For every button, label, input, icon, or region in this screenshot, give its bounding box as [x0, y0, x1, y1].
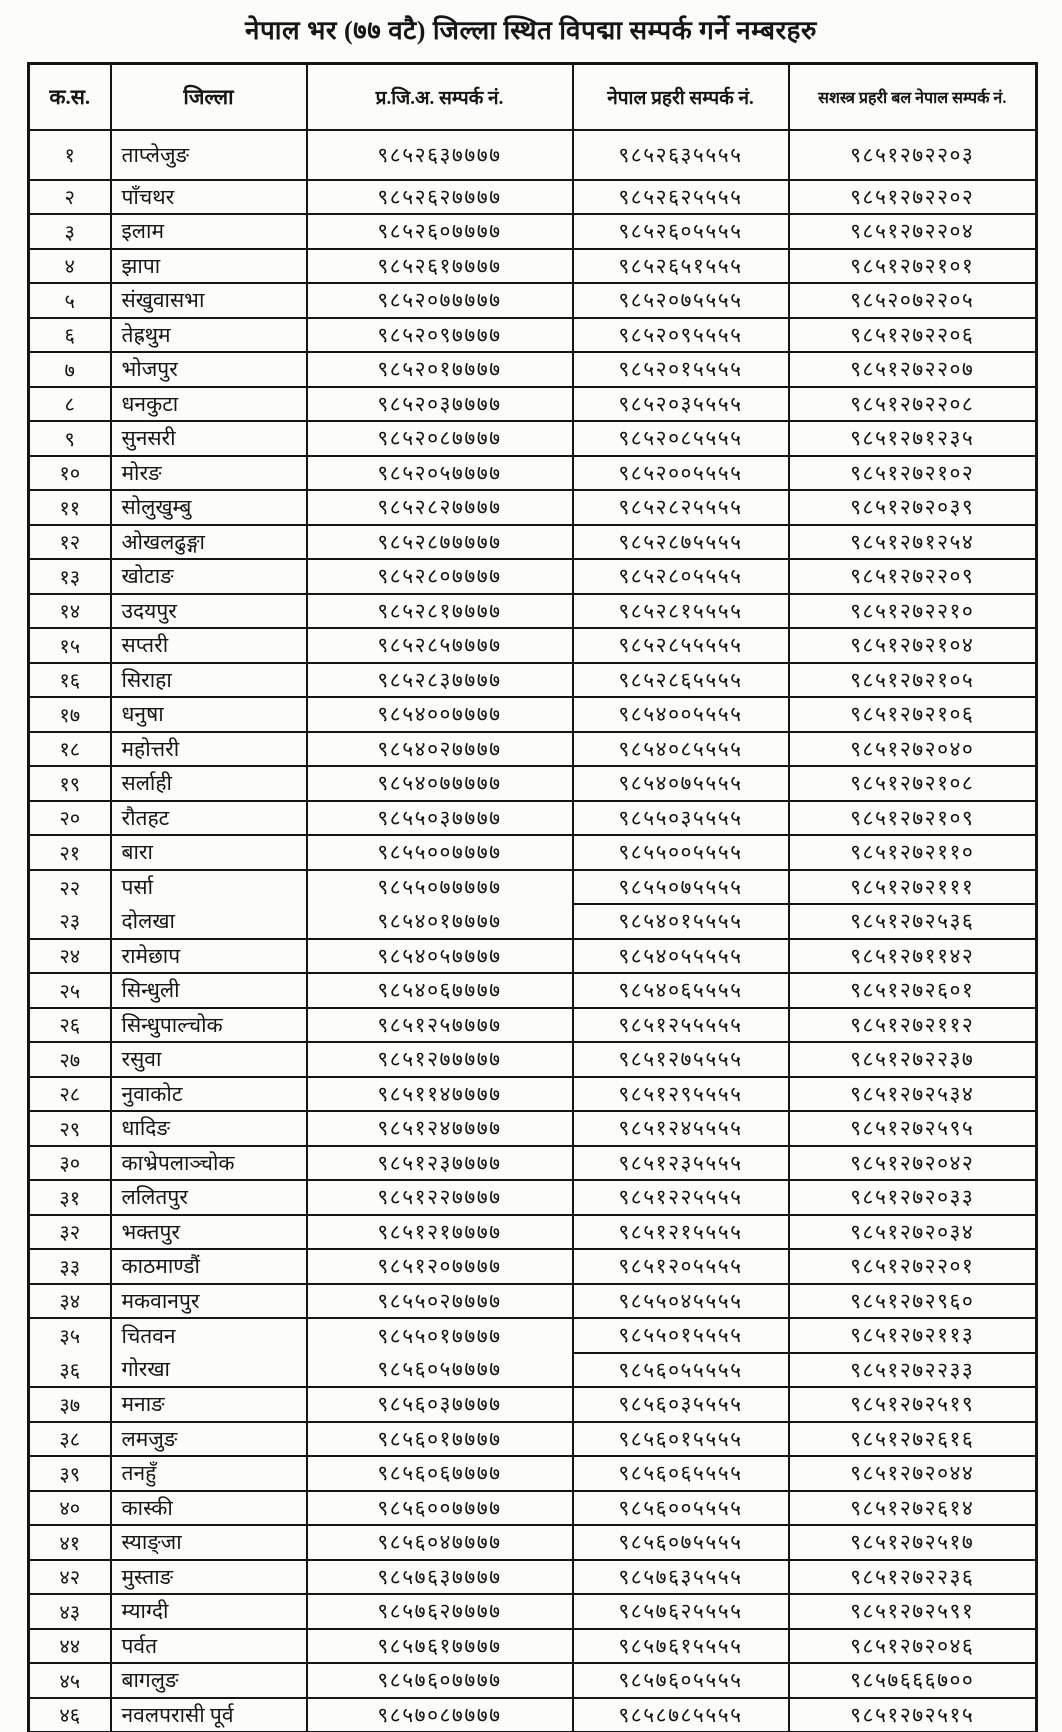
- apf-cell: ९८५१२७२२०६: [789, 318, 1037, 353]
- sn-cell: २३: [29, 904, 111, 939]
- col-header-district: जिल्ला: [111, 64, 307, 130]
- police-cell: ९८५६००५५५५: [573, 1491, 789, 1526]
- district-cell: पर्वत: [111, 1629, 307, 1664]
- apf-cell: ९८५१२७२२३६: [789, 1560, 1037, 1595]
- district-cell: सप्तरी: [111, 628, 307, 663]
- table-row: [29, 1387, 1037, 1422]
- table-row: [29, 766, 1037, 801]
- apf-cell: ९८५१२७१२३५: [789, 421, 1037, 456]
- police-cell: ९८५४०५५५५५: [573, 939, 789, 974]
- police-cell: ९८५१२४५५५५: [573, 1111, 789, 1146]
- police-cell: ९८५४०७५५५५: [573, 766, 789, 801]
- sn-cell: १६: [29, 663, 111, 698]
- district-cell: गोरखा: [111, 1353, 307, 1388]
- cdo-cell: ९८५६०६७७७७: [307, 1456, 573, 1491]
- sn-cell: ६: [29, 318, 111, 353]
- police-cell: ९८५२०७५५५५: [573, 283, 789, 318]
- sn-cell: ४०: [29, 1491, 111, 1526]
- district-cell: स्याङ्जा: [111, 1525, 307, 1560]
- table-row: [29, 1042, 1037, 1077]
- apf-cell: ९८५१२७२०४६: [789, 1629, 1037, 1664]
- district-cell: काठमाण्डौं: [111, 1249, 307, 1284]
- police-cell: ९८५२८२५५५५: [573, 490, 789, 525]
- sn-cell: ४५: [29, 1663, 111, 1698]
- table-row: [29, 559, 1037, 594]
- sn-cell: २८: [29, 1077, 111, 1112]
- cdo-cell: ९८५१२५७७७७: [307, 1008, 573, 1043]
- district-cell: भक्तपुर: [111, 1215, 307, 1250]
- apf-cell: ९८५१२७२०३३: [789, 1180, 1037, 1215]
- table-row: [29, 1146, 1037, 1181]
- police-cell: ९८५१२७५५५५: [573, 1042, 789, 1077]
- police-cell: ९८५५००५५५५: [573, 835, 789, 870]
- cdo-cell: ९८५५०३७७७७: [307, 801, 573, 836]
- cdo-cell: ९८५२०१७७७७: [307, 352, 573, 387]
- col-header-sn: क.स.: [29, 64, 111, 130]
- table-row: [29, 663, 1037, 698]
- cdo-cell: ९८५७६०७७७७: [307, 1663, 573, 1698]
- district-cell: धादिङ: [111, 1111, 307, 1146]
- apf-cell: ९८५१२७११४२: [789, 939, 1037, 974]
- police-cell: ९८५२६०५५५५: [573, 214, 789, 249]
- cdo-cell: ९८५१२७७७७७: [307, 1042, 573, 1077]
- police-cell: ९८५६०१५५५५: [573, 1422, 789, 1457]
- district-cell: तेह्रथुम: [111, 318, 307, 353]
- police-cell: ९८५१२१५५५५: [573, 1215, 789, 1250]
- table-row: [29, 1180, 1037, 1215]
- apf-cell: ९८५१२७२१११: [789, 870, 1037, 905]
- cdo-cell: ९८५७६२७७७७: [307, 1594, 573, 1629]
- sn-cell: ३७: [29, 1387, 111, 1422]
- district-cell: रसुवा: [111, 1042, 307, 1077]
- sn-cell: ३४: [29, 1284, 111, 1319]
- district-cell: बागलुङ: [111, 1663, 307, 1698]
- sn-cell: ५: [29, 283, 111, 318]
- apf-cell: ९८५१२७२११३: [789, 1318, 1037, 1353]
- table-row: [29, 870, 1037, 905]
- district-cell: इलाम: [111, 214, 307, 249]
- sn-cell: १४: [29, 594, 111, 629]
- cdo-cell: ९८५२८७७७७७: [307, 525, 573, 560]
- sn-cell: ८: [29, 387, 111, 422]
- table-row: [29, 801, 1037, 836]
- apf-cell: ९८५१२७२०३९: [789, 490, 1037, 525]
- cdo-cell: ९८५२०३७७७७: [307, 387, 573, 422]
- district-cell: भोजपुर: [111, 352, 307, 387]
- cdo-cell: ९८५२६३७७७७: [307, 130, 573, 180]
- police-cell: ९८५७६२५५५५: [573, 1594, 789, 1629]
- cdo-cell: ९८५२८५७७७७: [307, 628, 573, 663]
- district-cell: ललितपुर: [111, 1180, 307, 1215]
- police-cell: ९८५२६३५५५५: [573, 130, 789, 180]
- sn-cell: १०: [29, 456, 111, 491]
- apf-cell: ९८५१२७२१०४: [789, 628, 1037, 663]
- district-cell: सर्लाही: [111, 766, 307, 801]
- table-row: [29, 1077, 1037, 1112]
- cdo-cell: ९८५४०७७७७७: [307, 766, 573, 801]
- apf-cell: ९८५१२७२२३३: [789, 1353, 1037, 1388]
- district-cell: तनहुँ: [111, 1456, 307, 1491]
- police-cell: ९८५४०१५५५५: [573, 904, 789, 939]
- police-cell: ९८५७६०५५५५: [573, 1663, 789, 1698]
- table-row: [29, 1698, 1037, 1732]
- sn-cell: ३३: [29, 1249, 111, 1284]
- sn-cell: ३८: [29, 1422, 111, 1457]
- table-row: [29, 628, 1037, 663]
- apf-cell: ९८५१२७२२०१: [789, 1249, 1037, 1284]
- police-cell: ९८५१२९५५५५: [573, 1077, 789, 1112]
- police-cell: ९८५२८०५५५५: [573, 559, 789, 594]
- police-cell: ९८५२८७५५५५: [573, 525, 789, 560]
- district-contacts-table: [27, 62, 1038, 1732]
- sn-cell: ३०: [29, 1146, 111, 1181]
- district-cell: मुस्ताङ: [111, 1560, 307, 1595]
- cdo-cell: ९८५२०५७७७७: [307, 456, 573, 491]
- table-row: [29, 249, 1037, 284]
- police-cell: ९८५१२२५५५५: [573, 1180, 789, 1215]
- apf-cell: ९८५१२७२०३४: [789, 1215, 1037, 1250]
- sn-cell: १: [29, 130, 111, 180]
- cdo-cell: ९८५४०५७७७७: [307, 939, 573, 974]
- district-cell: संखुवासभा: [111, 283, 307, 318]
- police-cell: ९८५४००५५५५: [573, 697, 789, 732]
- cdo-cell: ९८५६०१७७७७: [307, 1422, 573, 1457]
- apf-cell: ९८५१२७२५९१: [789, 1594, 1037, 1629]
- apf-cell: ९८५१२७२५३४: [789, 1077, 1037, 1112]
- cdo-cell: ९८५५०२७७७७: [307, 1284, 573, 1319]
- table-row: [29, 1318, 1037, 1353]
- district-cell: म्याग्दी: [111, 1594, 307, 1629]
- sn-cell: २९: [29, 1111, 111, 1146]
- district-cell: दोलखा: [111, 904, 307, 939]
- cdo-cell: ९८५७६१७७७७: [307, 1629, 573, 1664]
- district-cell: मोरङ: [111, 456, 307, 491]
- cdo-cell: ९८५२६१७७७७: [307, 249, 573, 284]
- table-header: [29, 64, 1037, 130]
- apf-cell: ९८५१२७२२०४: [789, 214, 1037, 249]
- cdo-cell: ९८५७६३७७७७: [307, 1560, 573, 1595]
- police-cell: ९८५२६२५५५५: [573, 180, 789, 215]
- apf-cell: ९८५१२७२११२: [789, 1008, 1037, 1043]
- district-cell: चितवन: [111, 1318, 307, 1353]
- district-cell: बारा: [111, 835, 307, 870]
- cdo-cell: ९८५१२१७७७७: [307, 1215, 573, 1250]
- apf-cell: ९८५१२७२१०९: [789, 801, 1037, 836]
- sn-cell: ३९: [29, 1456, 111, 1491]
- sn-cell: १३: [29, 559, 111, 594]
- district-cell: नुवाकोट: [111, 1077, 307, 1112]
- sn-cell: १२: [29, 525, 111, 560]
- table-row: [29, 1353, 1037, 1388]
- police-cell: ९८५२०३५५५५: [573, 387, 789, 422]
- sn-cell: ११: [29, 490, 111, 525]
- police-cell: ९८५५०४५५५५: [573, 1284, 789, 1319]
- district-cell: लमजुङ: [111, 1422, 307, 1457]
- police-cell: ९८५१२३५५५५: [573, 1146, 789, 1181]
- table-row: [29, 973, 1037, 1008]
- table-row: [29, 1215, 1037, 1250]
- police-cell: ९८५२८१५५५५: [573, 594, 789, 629]
- police-cell: ९८५२८५५५५५: [573, 628, 789, 663]
- sn-cell: ४६: [29, 1698, 111, 1732]
- police-cell: ९८५१२५५५५५: [573, 1008, 789, 1043]
- police-cell: ९८५४०८५५५५: [573, 732, 789, 767]
- police-cell: ९८५५०७५५५५: [573, 870, 789, 905]
- police-cell: ९८५७६३५५५५: [573, 1560, 789, 1595]
- apf-cell: ९८५१२७२११०: [789, 835, 1037, 870]
- table-row: [29, 732, 1037, 767]
- document-title: नेपाल भर (७७ वटै) जिल्ला स्थित विपद्मा सम्पर्क गर्ने नम्बरहरु: [245, 16, 817, 45]
- sn-cell: २६: [29, 1008, 111, 1043]
- cdo-cell: ९८५१२४७७७७: [307, 1111, 573, 1146]
- district-cell: खोटाङ: [111, 559, 307, 594]
- police-cell: ९८५२००५५५५: [573, 456, 789, 491]
- cdo-cell: ९८५११४७७७७: [307, 1077, 573, 1112]
- apf-cell: ९८५१२७२५१९: [789, 1387, 1037, 1422]
- police-cell: ९८५५०१५५५५: [573, 1318, 789, 1353]
- col-header-apf: सशस्त्र प्रहरी बल नेपाल सम्पर्क नं.: [789, 64, 1037, 130]
- apf-cell: ९८५१२७२२०३: [789, 130, 1037, 180]
- table-row: [29, 1594, 1037, 1629]
- table-row: [29, 594, 1037, 629]
- table-row: [29, 421, 1037, 456]
- district-cell: पर्सा: [111, 870, 307, 905]
- table-row: [29, 1111, 1037, 1146]
- table-row: [29, 1560, 1037, 1595]
- sn-cell: २७: [29, 1042, 111, 1077]
- sn-cell: ७: [29, 352, 111, 387]
- table-row: [29, 180, 1037, 215]
- sn-cell: ३: [29, 214, 111, 249]
- police-cell: ९८५२०९५५५५: [573, 318, 789, 353]
- district-cell: सुनसरी: [111, 421, 307, 456]
- police-cell: ९८५१२०५५५५: [573, 1249, 789, 1284]
- sn-cell: २५: [29, 973, 111, 1008]
- cdo-cell: ९८५६०३७७७७: [307, 1387, 573, 1422]
- sn-cell: ४२: [29, 1560, 111, 1595]
- cdo-cell: ९८५१२२७७७७: [307, 1180, 573, 1215]
- sn-cell: १८: [29, 732, 111, 767]
- table-row: [29, 1629, 1037, 1664]
- police-cell: ९८५६०५५५५५: [573, 1353, 789, 1388]
- apf-cell: ९८५१२७२०४०: [789, 732, 1037, 767]
- table-row: [29, 490, 1037, 525]
- police-cell: ९८५२८६५५५५: [573, 663, 789, 698]
- table-row: [29, 904, 1037, 939]
- police-cell: ९८५५०३५५५५: [573, 801, 789, 836]
- district-cell: मनाङ: [111, 1387, 307, 1422]
- table-row: [29, 318, 1037, 353]
- cdo-cell: ९८५२८२७७७७: [307, 490, 573, 525]
- sn-cell: २४: [29, 939, 111, 974]
- sn-cell: ४: [29, 249, 111, 284]
- district-cell: झापा: [111, 249, 307, 284]
- police-cell: ९८५८७८५५५५: [573, 1698, 789, 1732]
- cdo-cell: ९८५४०१७७७७: [307, 904, 573, 939]
- district-cell: सोलुखुम्बु: [111, 490, 307, 525]
- table-row: [29, 939, 1037, 974]
- district-cell: कास्की: [111, 1491, 307, 1526]
- district-cell: रौतहट: [111, 801, 307, 836]
- district-cell: मकवानपुर: [111, 1284, 307, 1319]
- cdo-cell: ९८५२६०७७७७: [307, 214, 573, 249]
- table-row: [29, 1422, 1037, 1457]
- police-cell: ९८५६०७५५५५: [573, 1525, 789, 1560]
- table-row: [29, 697, 1037, 732]
- cdo-cell: ९८५२०९७७७७: [307, 318, 573, 353]
- sn-cell: २: [29, 180, 111, 215]
- district-cell: नवलपरासी पूर्व: [111, 1698, 307, 1732]
- apf-cell: ९८५१२७२५९५: [789, 1111, 1037, 1146]
- cdo-cell: ९८५७०८७७७७: [307, 1698, 573, 1732]
- table-row: [29, 456, 1037, 491]
- apf-cell: ९८५१२७२६१४: [789, 1491, 1037, 1526]
- sn-cell: ३५: [59, 1326, 81, 1349]
- police-cell: ९८५२६५१५५५: [573, 249, 789, 284]
- police-cell: ९८५२०८५५५५: [573, 421, 789, 456]
- cdo-cell: ९८५२६२७७७७: [307, 180, 573, 215]
- cdo-cell: ९८५२८१७७७७: [307, 594, 573, 629]
- apf-cell: ९८५१२७२१०८: [789, 766, 1037, 801]
- apf-cell: ९८५१२७२२१०: [789, 594, 1037, 629]
- cdo-cell: ९८५६०५७७७७: [307, 1353, 573, 1388]
- police-cell: ९८५६०६५५५५: [573, 1456, 789, 1491]
- cdo-cell: ९८५१२०७७७७: [307, 1249, 573, 1284]
- col-header-cdo: प्र.जि.अ. सम्पर्क नं.: [307, 64, 573, 130]
- sn-cell: २०: [29, 801, 111, 836]
- district-cell: रामेछाप: [111, 939, 307, 974]
- cdo-cell: ९८५५०१७७७७: [307, 1318, 573, 1353]
- cdo-cell: ९८५५००७७७७: [307, 835, 573, 870]
- sn-cell: २१: [29, 835, 111, 870]
- table-row: [29, 1008, 1037, 1043]
- apf-cell: ९८५१२७२२०९: [789, 559, 1037, 594]
- sn-cell: १७: [29, 697, 111, 732]
- apf-cell: ९८५१२७२५१७: [789, 1525, 1037, 1560]
- table-row: [29, 214, 1037, 249]
- sn-cell: ३१: [29, 1180, 111, 1215]
- sn-cell: ४३: [29, 1594, 111, 1629]
- table-row: [29, 525, 1037, 560]
- cdo-cell: ९८५४०२७७७७: [307, 732, 573, 767]
- table-row: [29, 130, 1037, 180]
- district-cell: काभ्रेपलाञ्चोक: [111, 1146, 307, 1181]
- cdo-cell: ९८५५०७७७७७: [307, 870, 573, 905]
- cdo-cell: ९८५४००७७७७: [307, 697, 573, 732]
- table-body: [29, 130, 1037, 1732]
- apf-cell: ९८५१२७२०४२: [789, 1146, 1037, 1181]
- apf-cell: ९८५१२७२५३६: [789, 904, 1037, 939]
- district-cell: महोत्तरी: [111, 732, 307, 767]
- cdo-cell: ९८५२८०७७७७: [307, 559, 573, 594]
- apf-cell: ९८५१२७२६०१: [789, 973, 1037, 1008]
- sn-cell: ४१: [29, 1525, 111, 1560]
- sn-cell: ९: [29, 421, 111, 456]
- police-cell: ९८५७६१५५५५: [573, 1629, 789, 1664]
- police-cell: ९८५२०१५५५५: [573, 352, 789, 387]
- apf-cell: ९८५१२७२५१५: [789, 1698, 1037, 1732]
- table-row: [29, 1663, 1037, 1698]
- district-cell: ताप्लेजुङ: [111, 130, 307, 180]
- apf-cell: ९८५१२७२९६०: [789, 1284, 1037, 1319]
- apf-cell: ९८५१२७२१०५: [789, 663, 1037, 698]
- district-cell: सिन्धुपाल्चोक: [111, 1008, 307, 1043]
- police-cell: ९८५६०३५५५५: [573, 1387, 789, 1422]
- table-row: [29, 1284, 1037, 1319]
- sn-cell: १९: [29, 766, 111, 801]
- sn-cell: ३६: [29, 1353, 111, 1388]
- cdo-cell: ९८५६००७७७७: [307, 1491, 573, 1526]
- table-row: [29, 283, 1037, 318]
- col-header-police: नेपाल प्रहरी सम्पर्क नं.: [573, 64, 789, 130]
- apf-cell: ९८५७६६६७००: [789, 1663, 1037, 1698]
- sn-cell: १५: [29, 628, 111, 663]
- table-row: [29, 1456, 1037, 1491]
- district-cell: ओखलढुङ्गा: [111, 525, 307, 560]
- apf-cell: ९८५१२७२१०६: [789, 697, 1037, 732]
- cdo-cell: ९८५२०८७७७७: [307, 421, 573, 456]
- police-cell: ९८५४०६५५५५: [573, 973, 789, 1008]
- sn-cell: ४४: [29, 1629, 111, 1664]
- sn-cell: २२: [59, 877, 81, 900]
- district-cell: पाँचथर: [111, 180, 307, 215]
- cdo-cell: ९८५२८३७७७७: [307, 663, 573, 698]
- apf-cell: ९८५१२७२१०१: [789, 249, 1037, 284]
- district-cell: धनकुटा: [111, 387, 307, 422]
- table-row: [29, 387, 1037, 422]
- district-cell: सिन्धुली: [111, 973, 307, 1008]
- apf-cell: ९८५१२७२०४४: [789, 1456, 1037, 1491]
- cdo-cell: ९८५६०४७७७७: [307, 1525, 573, 1560]
- district-cell: उदयपुर: [111, 594, 307, 629]
- apf-cell: ९८५१२७२२३७: [789, 1042, 1037, 1077]
- apf-cell: ९८५१२७२१०२: [789, 456, 1037, 491]
- district-cell: धनुषा: [111, 697, 307, 732]
- cdo-cell: ९८५१२३७७७७: [307, 1146, 573, 1181]
- apf-cell: ९८५१२७२२०८: [789, 387, 1037, 422]
- apf-cell: ९८५१२७२२०२: [789, 180, 1037, 215]
- table-row: [29, 835, 1037, 870]
- apf-cell: ९८५२०७२२०५: [789, 283, 1037, 318]
- cdo-cell: ९८५२०७७७७७: [307, 283, 573, 318]
- table-row: [29, 1249, 1037, 1284]
- cdo-cell: ९८५४०६७७७७: [307, 973, 573, 1008]
- table-row: [29, 1525, 1037, 1560]
- sn-cell: ३२: [29, 1215, 111, 1250]
- apf-cell: ९८५१२७१२५४: [789, 525, 1037, 560]
- apf-cell: ९८५१२७२६१६: [789, 1422, 1037, 1457]
- district-cell: सिराहा: [111, 663, 307, 698]
- table-row: [29, 1491, 1037, 1526]
- apf-cell: ९८५१२७२२०७: [789, 352, 1037, 387]
- table-row: [29, 352, 1037, 387]
- header-row: [29, 64, 1037, 130]
